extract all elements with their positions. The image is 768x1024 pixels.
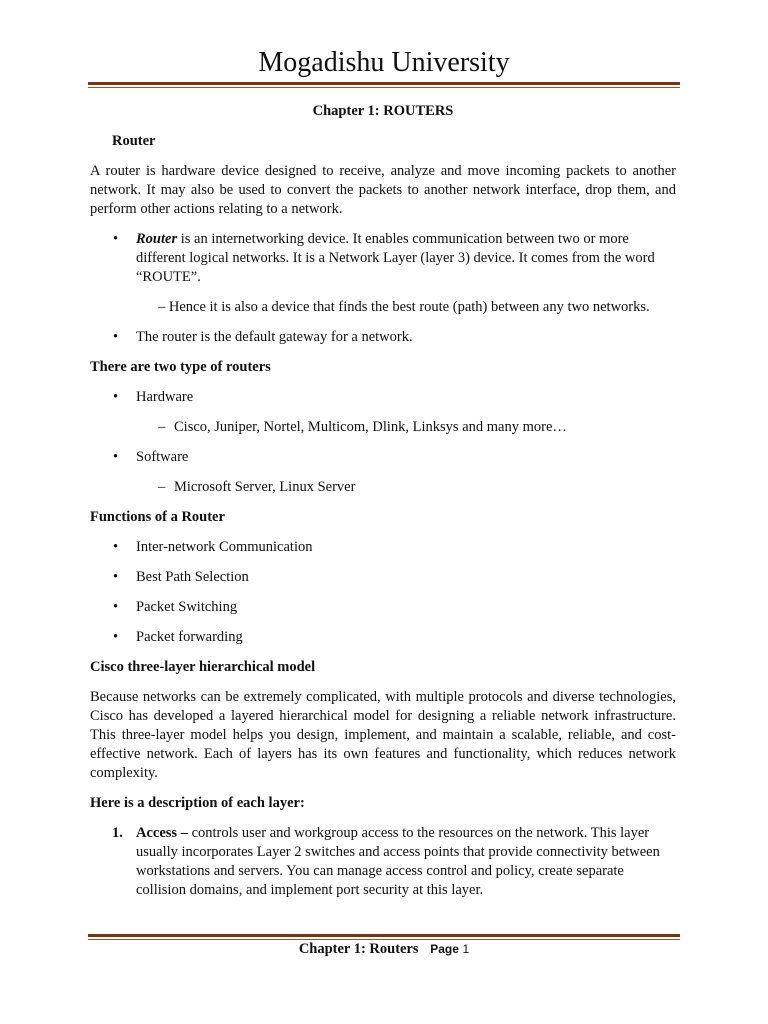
footer-page-number: 1 — [462, 942, 470, 956]
layer-number: 1. — [112, 825, 123, 841]
cisco-heading: Cisco three-layer hierarchical model — [90, 659, 316, 675]
router-heading: Router — [112, 133, 156, 149]
type-label: Software — [136, 449, 189, 465]
cisco-paragraph: Because networks can be extremely complicated, with multiple protocols and diverse technologies, Cisco has developed a layered hierarchical model for designing a reliable network infrastructure. This three-layer model helps you design, implement, and maintain a scalable, reliable, and cost-effective network. Each of layers has its own features and functionality, which reduces network complexity. — [90, 689, 676, 781]
bullet-icon: • — [113, 329, 119, 345]
router-definition: is an internetworking device. It enables communication between two or more different logical networks. It is a Network Layer (layer 3) device. It comes from the word “ROUTE”. — [136, 231, 655, 285]
function-item: Packet Switching — [136, 599, 238, 615]
list-item — [90, 628, 676, 647]
type-label: Hardware — [136, 389, 194, 405]
chapter-heading: Chapter 1: ROUTERS — [312, 103, 454, 119]
route-subpoint: – Hence it is also a device that finds the best route (path) between any two networks. — [158, 299, 650, 315]
bullet-icon: • — [113, 569, 119, 585]
university-title: Mogadishu University — [258, 47, 510, 78]
gateway-text: The router is the default gateway for a network. — [136, 329, 413, 345]
dash-icon: – — [158, 419, 166, 435]
router-intro: A router is hardware device designed to receive, analyze and move incoming packets to another network. It may also be used to convert the packets to another network interface, drop them, and perform other actions relating to a network. — [90, 163, 676, 217]
page-content — [90, 102, 676, 911]
gateway-list — [90, 328, 676, 347]
layers-list — [90, 824, 676, 900]
page-footer — [0, 940, 768, 958]
function-item: Packet forwarding — [136, 629, 243, 645]
functions-list — [90, 538, 676, 647]
footer-chapter: Chapter 1: Routers — [298, 941, 419, 957]
bullet-icon: • — [113, 539, 119, 555]
footer-page-label: Page — [430, 942, 459, 956]
header-rule — [88, 82, 680, 88]
router-bullets — [90, 230, 676, 287]
bullet-icon: • — [113, 629, 119, 645]
list-item — [90, 448, 676, 467]
header-rule-thin — [88, 87, 680, 88]
list-item — [90, 538, 676, 557]
list-item — [90, 598, 676, 617]
layer-term: Access – — [136, 825, 188, 841]
dash-icon: – — [158, 479, 166, 495]
types-heading: There are two type of routers — [90, 359, 271, 375]
types-list-2 — [90, 448, 676, 467]
hardware-examples — [90, 418, 676, 437]
router-term: Router — [136, 231, 178, 247]
bullet-icon: • — [113, 231, 119, 247]
function-item: Inter-network Communication — [136, 539, 313, 555]
layer-description: controls user and workgroup access to the resources on the network. This layer usually incorporates Layer 2 switches and access points that provide connectivity between workstations and servers. You can manage access control and policy, create separate collision domains, and implement port security at this layer. — [136, 825, 660, 898]
types-list — [90, 388, 676, 407]
list-item — [90, 230, 676, 287]
layers-heading: Here is a description of each layer: — [90, 795, 305, 811]
bullet-icon: • — [113, 449, 119, 465]
list-item — [90, 568, 676, 587]
list-item — [90, 328, 676, 347]
function-item: Best Path Selection — [136, 569, 249, 585]
functions-heading: Functions of a Router — [90, 509, 225, 525]
software-examples — [90, 478, 676, 497]
list-item — [90, 824, 676, 900]
footer-rule-thick — [88, 934, 680, 937]
list-item — [90, 388, 676, 407]
software-examples-text: Microsoft Server, Linux Server — [174, 479, 356, 495]
bullet-icon: • — [113, 389, 119, 405]
header-rule-thick — [88, 82, 680, 85]
bullet-icon: • — [113, 599, 119, 615]
hardware-examples-text: Cisco, Juniper, Nortel, Multicom, Dlink, Linksys and many more… — [174, 419, 567, 435]
